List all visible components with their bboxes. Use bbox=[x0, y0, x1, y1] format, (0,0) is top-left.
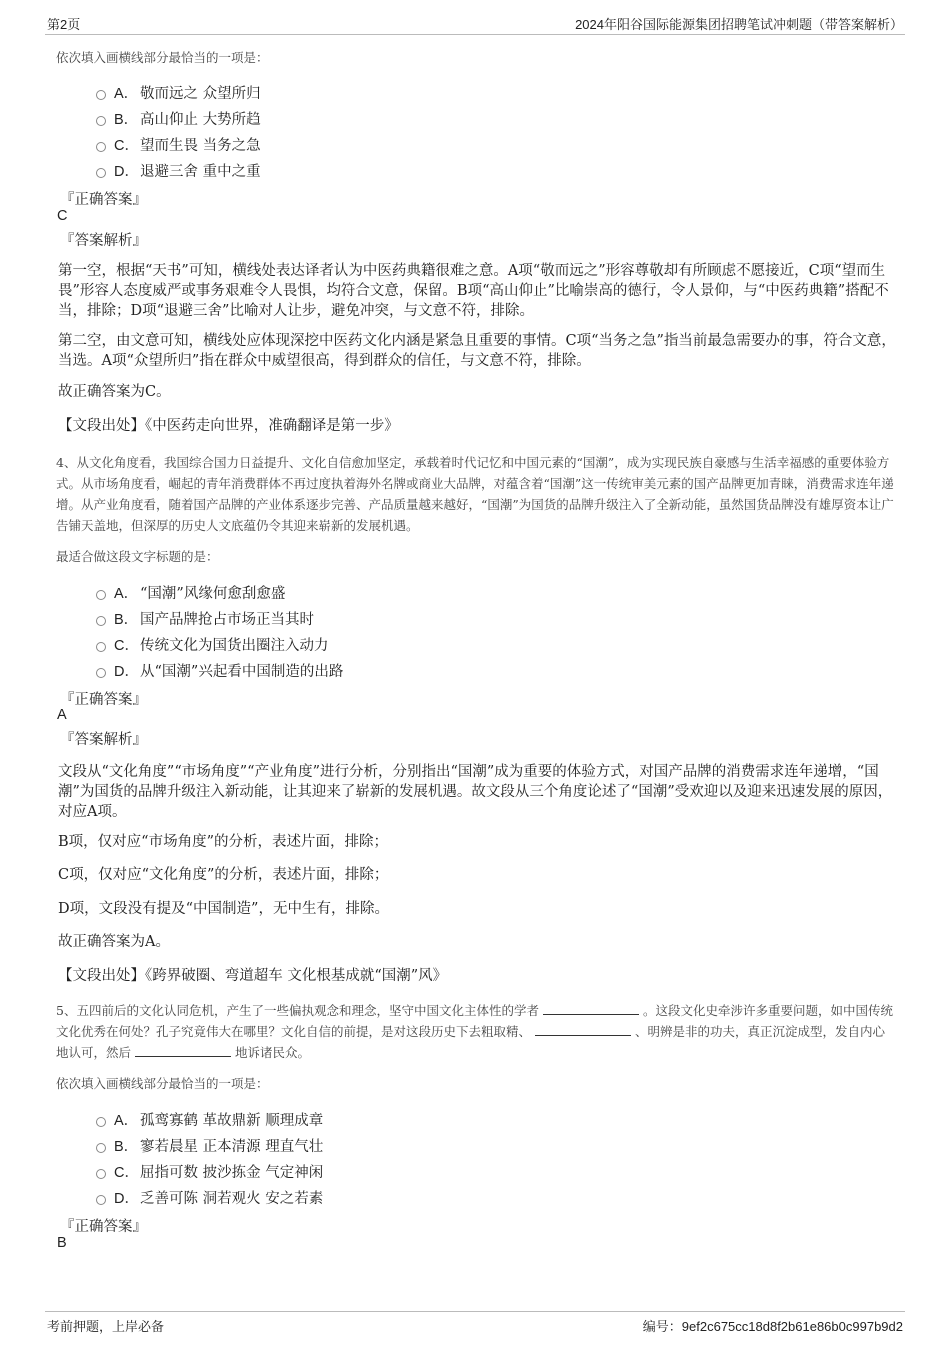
q4-prompt: 最适合做这段文字标题的是： bbox=[56, 549, 219, 564]
q4-analysis-c: C项，仅对应“文化角度”的分析，表述片面，排除； bbox=[58, 867, 389, 883]
q4-analysis-b: B项，仅对应“市场角度”的分析，表述片面，排除； bbox=[58, 834, 388, 850]
q5-option-d[interactable]: D．乏善可陈 洞若观火 安之若素 bbox=[96, 1187, 323, 1207]
q4-source: 【文段出处】《跨界破圈、弯道超车 文化根基成就“国潮”风》 bbox=[58, 968, 448, 984]
q3-option-b[interactable]: B． 高山仰止 大势所趋 bbox=[96, 108, 261, 128]
q4-stem: 4、从文化角度看，我国综合国力日益提升、文化自信愈加坚定，承载着时代记忆和中国元素的“国潮”，成为实现民族自豪感与生活幸福感的重要体验方式。从市场角度看，崛起的青年消费群体不再过度执着海外名牌或商业大品牌，对蕴含着“国潮”这一传统审美元素的国产品牌更加青睐，消费需求连年递增。从产业角度看，随着国产品牌的产业体系逐步完善、产品质量越来越好，“国潮”为国货的品牌升级注入了全新动能，虽然国货品牌没有雄厚资本让广告铺天盖地，但深厚的历史人文底蕴仍令其迎来崭新的发展机遇。 bbox=[56, 455, 894, 533]
blank-3[interactable] bbox=[135, 1044, 231, 1057]
q4-option-a[interactable]: A． “国潮”风缘何愈刮愈盛 bbox=[96, 582, 285, 602]
q5-option-c[interactable]: C．屈指可数 披沙拣金 气定神闲 bbox=[96, 1161, 323, 1181]
analysis-label: 『答案解析』 bbox=[60, 233, 147, 249]
page-number: 第2页 bbox=[47, 17, 81, 32]
q4-option-c[interactable]: C．传统文化为国货出圈注入动力 bbox=[96, 634, 329, 654]
radio-icon[interactable] bbox=[96, 116, 106, 126]
answer-label: 『正确答案』 bbox=[60, 192, 147, 208]
q3-option-a[interactable]: A． 敬而远之 众望所归 bbox=[96, 82, 261, 102]
q5-option-b[interactable]: B． 寥若晨星 正本清源 理直气壮 bbox=[96, 1135, 323, 1155]
q4-analysis-p1: 文段从“文化角度”“市场角度”“产业角度”进行分析，分别指出“国潮”成为重要的体验方式，对国产品牌的消费需求连年递增，“国潮”为国货的品牌升级注入新动能，让其迎来了崭新的发展机遇。故文段从三个角度论述了“国潮”受欢迎以及迎来迅速发展的原因，对应A项。 bbox=[58, 764, 893, 820]
blank-1[interactable] bbox=[543, 1002, 639, 1015]
q3-analysis-p2: 第二空，由文意可知，横线处应体现深挖中医药文化内涵是紧急且重要的事情。C项“当务之急”指当前最急需要办的事，符合文意，当选。A项“众望所归”指在群众中威望很高，得到群众的信任，与文意不符，排除。 bbox=[58, 333, 896, 369]
answer-label: 『正确答案』 bbox=[60, 1219, 147, 1235]
q3-option-d[interactable]: D．退避三舍 重中之重 bbox=[96, 160, 261, 180]
radio-icon[interactable] bbox=[96, 590, 106, 600]
q4-conclusion: 故正确答案为A。 bbox=[58, 934, 170, 950]
page-header bbox=[45, 10, 905, 35]
page-footer bbox=[45, 1311, 905, 1336]
answer-label: 『正确答案』 bbox=[60, 692, 147, 708]
document-title: 2024年阳谷国际能源集团招聘笔试冲刺题（带答案解析） bbox=[575, 17, 903, 32]
analysis-label: 『答案解析』 bbox=[60, 732, 147, 748]
radio-icon[interactable] bbox=[96, 1143, 106, 1153]
radio-icon[interactable] bbox=[96, 642, 106, 652]
q4-analysis-d: D项，文段没有提及“中国制造”，无中生有，排除。 bbox=[58, 901, 389, 917]
q3-answer: C bbox=[57, 208, 68, 224]
q3-conclusion: 故正确答案为C。 bbox=[58, 384, 171, 400]
radio-icon[interactable] bbox=[96, 1195, 106, 1205]
q5-answer: B bbox=[57, 1235, 67, 1251]
q4-answer: A bbox=[57, 707, 67, 723]
q4-option-b[interactable]: B． 国产品牌抢占市场正当其时 bbox=[96, 608, 314, 628]
document-id: 编号：9ef2c675cc18d8f2b61e86b0c997b9d2 bbox=[642, 1319, 903, 1334]
radio-icon[interactable] bbox=[96, 142, 106, 152]
radio-icon[interactable] bbox=[96, 90, 106, 100]
q3-source: 【文段出处】《中医药走向世界，准确翻译是第一步》 bbox=[58, 418, 399, 434]
q5-option-a[interactable]: A． 孤鸾寡鹤 革故鼎新 顺理成章 bbox=[96, 1109, 323, 1129]
q5-stem: 5、五四前后的文化认同危机，产生了一些偏执观念和理念，坚守中国文化主体性的学者 。这段文化史牵涉许多重要问题，如中国传统文化优秀在何处？孔子究竟伟大在哪里？文化自信的前提，是对这段历史下去粗取精、 、明辨是非的功夫，真正沉淀成型，发自内心地认可，然后 地诉诸民众。 bbox=[56, 1003, 893, 1060]
q3-prompt: 依次填入画横线部分最恰当的一项是： bbox=[56, 50, 269, 65]
radio-icon[interactable] bbox=[96, 1169, 106, 1179]
q4-option-d[interactable]: D．从“国潮”兴起看中国制造的出路 bbox=[96, 660, 343, 680]
radio-icon[interactable] bbox=[96, 1117, 106, 1127]
radio-icon[interactable] bbox=[96, 168, 106, 178]
q5-prompt: 依次填入画横线部分最恰当的一项是： bbox=[56, 1076, 269, 1091]
q3-analysis-p1: 第一空，根据“天书”可知，横线处表达译者认为中医药典籍很难之意。A项“敬而远之”形容尊敬却有所顾虑不愿接近，C项“望而生畏”形容人态度威严或事务艰难令人畏惧，均符合文意，保留。B项“高山仰止”比喻崇高的德行，令人景仰，与“中医药典籍”搭配不当，排除；D项“退避三舍”比喻对人让步，避免冲突，与文意不符，排除。 bbox=[58, 263, 889, 319]
q3-option-c[interactable]: C．望而生畏 当务之急 bbox=[96, 134, 261, 154]
radio-icon[interactable] bbox=[96, 668, 106, 678]
blank-2[interactable] bbox=[535, 1023, 631, 1036]
footer-slogan: 考前押题，上岸必备 bbox=[47, 1320, 165, 1335]
radio-icon[interactable] bbox=[96, 616, 106, 626]
